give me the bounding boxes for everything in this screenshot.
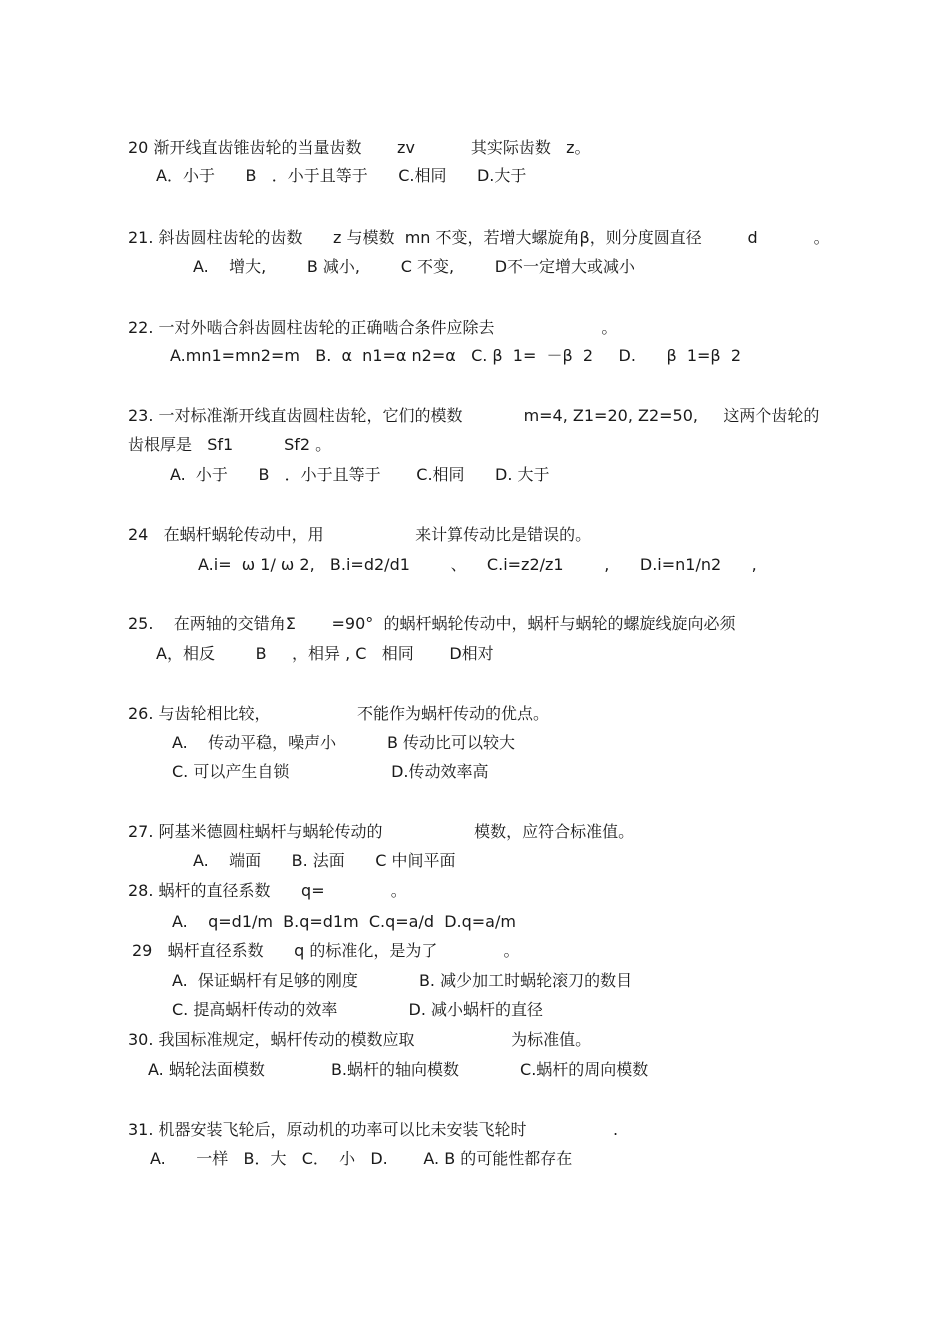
q31-options: A. 一样 B．大 C． 小 D. A. B 的可能性都存在 xyxy=(150,1149,573,1168)
q25-stem: 25. 在两轴的交错角Σ =90° 的蜗杆蜗轮传动中，蜗杆与蜗轮的螺旋线旋向必须 xyxy=(128,614,736,633)
q30-options: A. 蜗轮法面模数 B.蜗杆的轴向模数 C.蜗杆的周向模数 xyxy=(148,1060,649,1079)
q28-stem: 28. 蜗杆的直径系数 q= 。 xyxy=(128,881,407,900)
q26-options: A. 传动平稳，噪声小 B 传动比可以较大 xyxy=(172,733,516,752)
q21-options: A. 增大, B 减小, C 不变, D不一定增大或减小 xyxy=(193,257,636,276)
q22-stem: 22. 一对外啮合斜齿圆柱齿轮的正确啮合条件应除去 。 xyxy=(128,318,618,337)
q25-options: A，相反 B ，相异 , C 相同 D相对 xyxy=(156,644,494,663)
q20-stem: 20 渐开线直齿锥齿轮的当量齿数 zv 其实际齿数 z。 xyxy=(128,138,591,157)
q23-stem: 23. 一对标准渐开线直齿圆柱齿轮，它们的模数 m=4, Z1=20, Z2=50, 这两个齿轮的 xyxy=(128,406,820,425)
q27-stem: 27. 阿基米德圆柱蜗杆与蜗轮传动的 模数，应符合标准值。 xyxy=(128,822,635,841)
q26-stem: 26. 与齿轮相比较， 不能作为蜗杆传动的优点。 xyxy=(128,704,549,723)
q22-options: A.mn1=mn2=m B. α n1=α n2=α C. β 1= －β 2 D. β 1=β 2 xyxy=(170,346,741,365)
q27-options: A. 端面 B. 法面 C 中间平面 xyxy=(193,851,456,870)
q20-options: A．小于 B ．小于且等于 C.相同 D.大于 xyxy=(156,166,527,185)
q21-stem: 21. 斜齿圆柱齿轮的齿数 z 与模数 mn 不变，若增大螺旋角β，则分度圆直径 d 。 xyxy=(128,228,830,247)
q29-options: A. 保证蜗杆有足够的刚度 B. 减少加工时蜗轮滚刀的数目 xyxy=(172,971,633,990)
q31-stem: 31. 机器安装飞轮后，原动机的功率可以比未安装飞轮时 . xyxy=(128,1120,619,1139)
q23-stem-line2: 齿根厚是 Sf1 Sf2 。 xyxy=(128,435,332,454)
q29-stem: 29 蜗杆直径系数 q 的标准化，是为了 。 xyxy=(132,941,520,960)
q24-stem: 24 在蜗杆蜗轮传动中，用 来计算传动比是错误的。 xyxy=(128,525,592,544)
q29-options-line2: C. 提高蜗杆传动的效率 D. 减小蜗杆的直径 xyxy=(172,1000,544,1019)
q24-options: A.i= ω 1/ ω 2, B.i=d2/d1 、 C.i=z2/z1 , D.i=n1/n2 , xyxy=(198,555,757,574)
q26-options-line2: C. 可以产生自锁 D.传动效率高 xyxy=(172,762,489,781)
q30-stem: 30. 我国标准规定，蜗杆传动的模数应取 为标准值。 xyxy=(128,1030,592,1049)
q28-options: A. q=d1/m B.q=d1m C.q=a/d D.q=a/m xyxy=(172,912,516,931)
q23-options: A. 小于 B ．小于且等于 C.相同 D. 大于 xyxy=(170,465,550,484)
